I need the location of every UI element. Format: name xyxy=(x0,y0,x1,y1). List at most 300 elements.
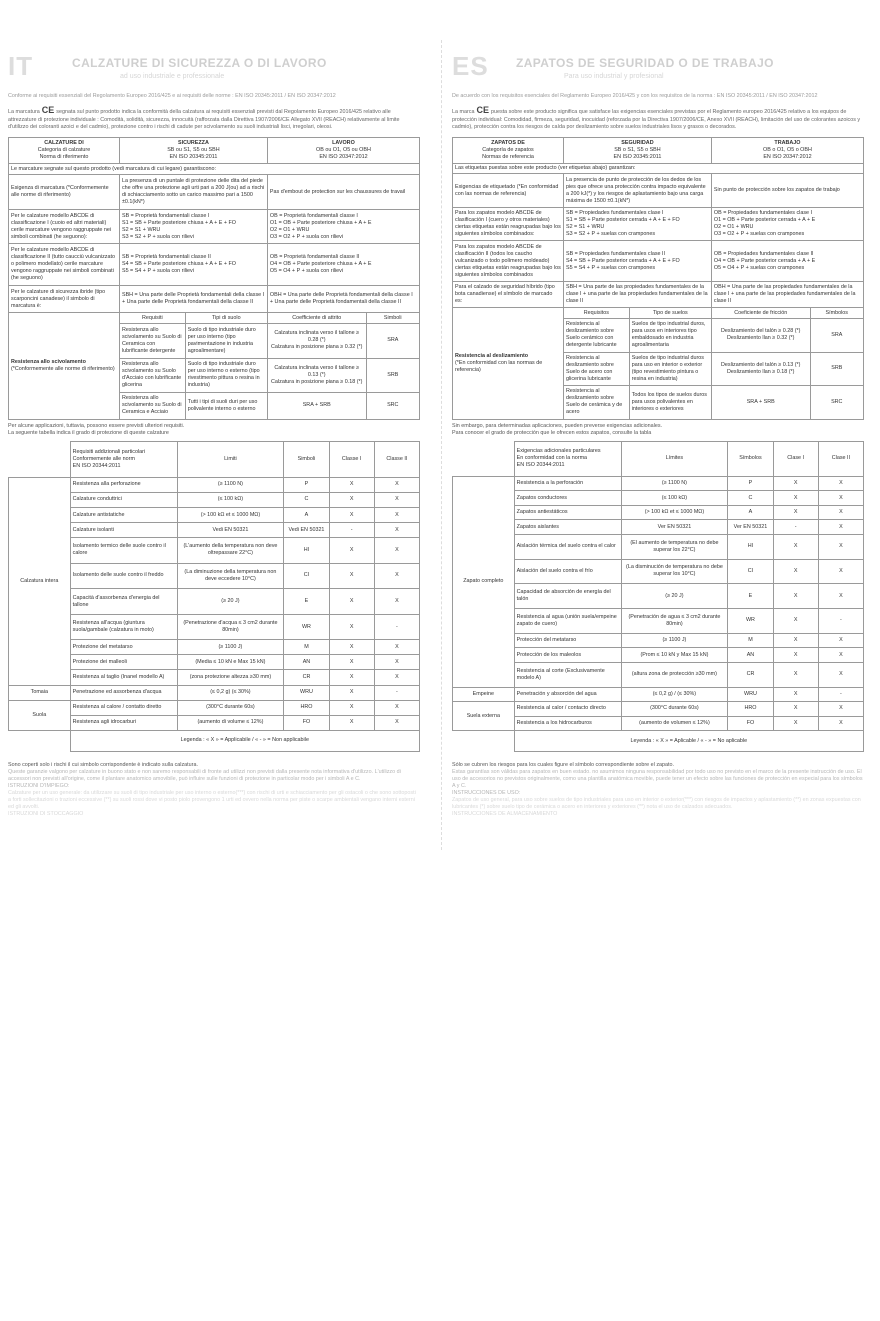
table-row xyxy=(453,241,864,282)
table-cell: Aislación del suelo contra el frío xyxy=(514,559,621,584)
table-cell: Resistenza alla perforazione xyxy=(70,477,177,492)
table-cell: C xyxy=(728,491,773,506)
table-cell: Aislación térmica del suelo contra el calor xyxy=(514,534,621,559)
table-header-row xyxy=(9,441,420,477)
table-cell: (La disminución de temperatura no debe superar los 10°C) xyxy=(621,559,728,584)
table-cell: (El aumento de temperatura no debe superar los 22°C) xyxy=(621,534,728,559)
table-cell: X xyxy=(818,505,863,520)
table-cell: X xyxy=(374,715,419,730)
table-cell: Penetración y absorción del agua xyxy=(514,687,621,702)
table-cell: X xyxy=(374,538,419,564)
table-row xyxy=(9,175,420,209)
it-intro-lead: La marcatura xyxy=(8,109,40,116)
table-cell: X xyxy=(329,614,374,640)
es-language-code: ES xyxy=(452,51,489,81)
table-cell: La presenza di un puntale di protezione delle dita del piede che offre una protezione agli urti pari a 200 J(ou) ad a rischi di schiacciamento sotto un carico massimo pari a 1500 ±0.1(kN*) xyxy=(119,175,267,209)
table-cell: X xyxy=(329,640,374,655)
table-cell: SRB xyxy=(810,352,863,385)
table-cell: X xyxy=(329,507,374,522)
table-cell: (≥ 1100 N) xyxy=(621,476,728,491)
table-cell: (≤ 0,2 g) / (≤ 30%) xyxy=(621,687,728,702)
table-cell: X xyxy=(374,640,419,655)
table-cell: Vedi EN 50321 xyxy=(284,523,329,538)
table-header-cell: Classe II xyxy=(374,441,419,477)
table-cell: Resistencia al corte (Exclusivamente modelo A) xyxy=(514,662,621,687)
table-cell: X xyxy=(374,492,419,507)
table-cell: E xyxy=(728,584,773,609)
table-legend-row xyxy=(9,730,420,751)
table-cell: (altura zona de protección ≥30 mm) xyxy=(621,662,728,687)
table-cell: OBH = Una parte delle Proprietà fondamentali della classe I + Una parte delle Proprietà fondamentali della classe II xyxy=(267,286,419,313)
table-row xyxy=(9,286,420,313)
table-cell: Todos los tipos de suelos duros para usos polivalentes en interiores o exteriores xyxy=(629,386,711,420)
table-row xyxy=(9,492,420,507)
table-cell: Resistencia al deslizamiento sobre Suelo de acero con glicerina lubricante xyxy=(563,352,629,385)
table-cell: X xyxy=(773,505,818,520)
table-cell: WRU xyxy=(284,685,329,700)
table-cell: Resistencia al deslizamiento sobre Suelo de cerámica y de acero xyxy=(563,386,629,420)
column-divider xyxy=(441,40,442,850)
table-cell: - xyxy=(374,685,419,700)
table-row xyxy=(453,687,864,702)
table-cell: SRA + SRB xyxy=(711,386,810,420)
table-cell: Ver EN 50321 xyxy=(621,520,728,535)
table-cell: AN xyxy=(728,648,773,663)
it-note-1: Per alcune applicazioni, tuttavia, possono essere previsti ulteriori requisiti. xyxy=(8,422,185,429)
table-header-cell: Classe I xyxy=(329,441,374,477)
table-row xyxy=(9,715,420,730)
table-header-cell: Clase I xyxy=(773,441,818,476)
it-footnote-1: Sono coperti solo i rischi il cui simbolo corrispondente è indicato sulla calzatura. xyxy=(8,761,198,768)
table-cell: HI xyxy=(284,538,329,564)
table-cell: Tutti i tipi di suoli duri per uso polivalente interno o esterno xyxy=(185,393,267,420)
table-cell: X xyxy=(374,589,419,615)
group-label: Calzatura intera xyxy=(9,477,71,685)
slip-resistance-label: Resistencia al deslizamiento (*En conformidad con las normas de referencia) xyxy=(453,308,564,419)
es-marking-table xyxy=(452,137,864,420)
table-cell: CR xyxy=(728,662,773,687)
table-cell: Resistenza al taglio (Inanel modello A) xyxy=(70,670,177,685)
table-cell: Para los zapatos modelo ABCDE de clasificación I (cuero y otros materiales) ciertas etiquetas están reagrupadas bajo los siguientes símbolos combinados: xyxy=(453,207,564,240)
table-header-row xyxy=(453,441,864,476)
es-footnote-2: Estas garantías son válidas para zapatos en buen estado. no asumimos ninguna responsabilidad por todo uso no previsto en el marco de la presente instrucción de uso. El uso de accesorios no previstos originalmente, como una plantilla anatómica movible, puede tener un efecto sobre las funciones de protección en especial para los símbolos A y C. xyxy=(452,768,863,789)
table-cell: SRA + SRB xyxy=(267,393,366,420)
table-cell: CI xyxy=(728,559,773,584)
table-cell: SRC xyxy=(810,386,863,420)
table-row xyxy=(9,614,420,640)
table-cell: (≤ 100 kΩ) xyxy=(177,492,284,507)
table-cell: A xyxy=(728,505,773,520)
table-cell: Resistenza allo scivolamento su Suolo di Ceramica con lubrificante detergente xyxy=(119,324,185,358)
table-empty-cell xyxy=(9,730,71,751)
it-storage-heading: ISTRUZIONI DI STOCCAGGIO xyxy=(8,810,84,817)
table-row xyxy=(9,477,420,492)
table-cell: X xyxy=(773,534,818,559)
table-cell: X xyxy=(773,476,818,491)
table-header-cell: Coeficiente de fricción xyxy=(711,308,810,319)
table-cell: X xyxy=(329,700,374,715)
table-header-cell: SEGURIDAD SB o S1, S5 o SBH EN ISO 20345:2011 xyxy=(563,137,711,163)
table-cell: Resistenza agli idrocarburi xyxy=(70,715,177,730)
table-header-cell: LAVORO OB ou O1, O5 ou OBH EN ISO 20347:2012 xyxy=(267,137,419,164)
table-legend: Leyenda : « X » = Aplicable / « - » = No aplicable xyxy=(514,731,863,751)
table-header-cell: Tipi di suolo xyxy=(185,313,267,324)
table-cell: X xyxy=(818,520,863,535)
table-cell: Vedi EN 50321 xyxy=(177,523,284,538)
table-cell: X xyxy=(329,715,374,730)
it-note-2: La seguente tabella indica il grado di protezione di queste calzature xyxy=(8,429,169,436)
table-cell: X xyxy=(818,648,863,663)
table-row xyxy=(453,716,864,731)
table-cell: Resistencia al calor / contacto directo xyxy=(514,702,621,717)
table-header-cell: TRABAJO OB o O1, O5 o OBH EN ISO 20347:2012 xyxy=(711,137,863,163)
table-row xyxy=(453,633,864,648)
table-cell: (aumento de volumen ≤ 12%) xyxy=(621,716,728,731)
table-row xyxy=(453,520,864,535)
table-cell: Deslizamiento del talón ≥ 0.28 (*) Deslizamiento llan ≥ 0.32 (*) xyxy=(711,319,810,352)
table-header-cell: Simboli xyxy=(366,313,419,324)
table-row xyxy=(9,538,420,564)
table-cell: X xyxy=(329,655,374,670)
table-row xyxy=(453,609,864,634)
table-cell: (L'aumento della temperatura non deve oltrepassare 22°C) xyxy=(177,538,284,564)
ce-mark-icon: CE xyxy=(41,105,55,116)
it-header xyxy=(8,50,420,90)
table-cell: - xyxy=(818,687,863,702)
table-row xyxy=(9,685,420,700)
table-cell: X xyxy=(773,662,818,687)
es-note-1: Sin embargo, para determinadas aplicaciones, pueden preverse exigencias adicionales. xyxy=(452,422,663,429)
table-cell: X xyxy=(773,491,818,506)
table-cell: X xyxy=(773,702,818,717)
table-cell: X xyxy=(374,523,419,538)
table-cell: SB = Proprietà fondamentali classe I S1 = SB + Parte posteriore chiusa + A + E + FO S2 = S1 + WRU S3 = S2 + P + suola con rilievi xyxy=(119,209,267,243)
table-row xyxy=(9,589,420,615)
table-cell: X xyxy=(329,589,374,615)
table-cell: Pas d'embout de protection sur les chaussures de travail xyxy=(267,175,419,209)
table-cell: SRB xyxy=(366,358,419,392)
table-cell: (Penetrazione d'acqua ≤ 3 cm2 durante 80min) xyxy=(177,614,284,640)
table-header-row xyxy=(453,137,864,163)
table-cell: FO xyxy=(284,715,329,730)
table-row xyxy=(453,476,864,491)
table-row xyxy=(453,174,864,207)
table-header-cell: CALZATURE DI Categoria di calzature Norma di riferimento xyxy=(9,137,120,164)
table-cell: X xyxy=(773,609,818,634)
table-cell: (≥ 20 J) xyxy=(621,584,728,609)
table-cell: X xyxy=(773,559,818,584)
table-header-cell: Requisiti addizionali particolari Conformemente alle norm EN ISO 20344:2011 xyxy=(70,441,177,477)
table-header-cell: Requisitos xyxy=(563,308,629,319)
table-cell: Protezione del metatarso xyxy=(70,640,177,655)
table-cell: - xyxy=(374,614,419,640)
table-cell: Per le calzature di sicurezza ibride (tipo scarponcini canadese) il simbolo di marcatura è: xyxy=(9,286,120,313)
table-cell: La presencia de punto de protección de los dedos de los pies que ofrece una protección contra impacto equivalente a 200 kJ(*) y los riesgos de aplastamiento bajo una carga máxima de 1500 ±0.1(kN*) xyxy=(563,174,711,207)
table-cell: E xyxy=(284,589,329,615)
table-cell: X xyxy=(818,633,863,648)
table-cell: Calzatura inclinata verso il tallone ≥ 0.28 (*) Calzatura in posizione piana ≥ 0.32 (*) xyxy=(267,324,366,358)
table-cell: X xyxy=(773,648,818,663)
table-cell: Penetrazione ed assorbenza d'acqua xyxy=(70,685,177,700)
table-row xyxy=(9,313,420,324)
table-cell: CI xyxy=(284,563,329,589)
it-intro-paragraph xyxy=(8,105,420,131)
slip-resistance-label: Resistenza allo scivolamento (*Conformemente alle norme di riferimento) xyxy=(9,313,120,420)
table-cell: Calzature antistatiche xyxy=(70,507,177,522)
table-cell: Deslizamiento del talón ≥ 0.13 (*) Deslizamiento llan ≥ 0.18 (*) xyxy=(711,352,810,385)
table-cell: X xyxy=(374,670,419,685)
table-cell: SBH = Una parte delle Proprietà fondamentali della classe I + Una parte delle Proprietà fondamentali della classe II xyxy=(119,286,267,313)
table-row xyxy=(453,702,864,717)
it-title: CALZATURE DI SICUREZZA O DI LAVORO xyxy=(72,56,327,70)
table-header-cell: Coefficiente di attrito xyxy=(267,313,366,324)
es-subtitle: Para uso industrial y profesional xyxy=(564,73,664,80)
group-label: Tomaia xyxy=(9,685,71,700)
table-cell: Capacità d'assorbenza d'energia del tallone xyxy=(70,589,177,615)
table-cell: (≥ 1100 J) xyxy=(177,640,284,655)
table-row xyxy=(9,563,420,589)
table-cell: FO xyxy=(728,716,773,731)
table-cell: Protección de los maleolos xyxy=(514,648,621,663)
table-cell: OB = Proprietà fondamentali classe II O4 = OB + Parte posteriore chiusa + A + E O5 = O4 + P + suola con rilievi xyxy=(267,244,419,286)
table-cell: C xyxy=(284,492,329,507)
table-cell: (> 100 kΩ et ≤ 1000 MΩ) xyxy=(621,505,728,520)
table-cell: M xyxy=(284,640,329,655)
table-cell: X xyxy=(374,507,419,522)
table-cell: Isolamento termico delle suole contro il calore xyxy=(70,538,177,564)
table-cell: X xyxy=(818,662,863,687)
table-cell: Resistenza all'acqua (giuntura suola/gambale (calzatura in moto) xyxy=(70,614,177,640)
es-header xyxy=(452,50,864,90)
table-cell: Isolamento delle suole contro il freddo xyxy=(70,563,177,589)
table-row xyxy=(9,209,420,243)
table-cell: SBH = Una parte de las propiedades fundamentales de la clase I + una parte de las propiedades fundamentales de la clase II xyxy=(563,282,711,308)
table-cell: X xyxy=(773,633,818,648)
table-cell: SRA xyxy=(810,319,863,352)
table-header-cell: Clase II xyxy=(818,441,863,476)
table-row xyxy=(453,534,864,559)
table-cell: X xyxy=(329,538,374,564)
table-row xyxy=(453,584,864,609)
table-empty-cell xyxy=(9,441,71,477)
table-cell: Zapatos antiestáticos xyxy=(514,505,621,520)
table-cell: (≤ 100 kΩ) xyxy=(621,491,728,506)
table-header-cell: SICUREZZA SB ou S1, S5 ou SBH EN ISO 20345:2011 xyxy=(119,137,267,164)
table-cell: Zapatos aislantes xyxy=(514,520,621,535)
table-row xyxy=(9,523,420,538)
table-cell: HRO xyxy=(284,700,329,715)
it-usage-heading: ISTRUZIONI D'IMPIEGO: xyxy=(8,782,70,789)
table-cell: X xyxy=(329,563,374,589)
table-cell: (≥ 20 J) xyxy=(177,589,284,615)
es-footnote-1: Sólo se cubren los riesgos para los cuales figure el símbolo correspondiente sobre el zapato. xyxy=(452,761,675,768)
table-cell: WR xyxy=(728,609,773,634)
table-cell: Protección del metatarso xyxy=(514,633,621,648)
it-footnote-2: Queste garanzie valgono per calzature in buono stato e non saremo responsabili di fronte ad utilizzi non previsti dalla presente nota informativa d'utilizzo. L'utilizzo di accessori non previsti all'origine, come il plantare anatomico amovibile, può influire sulle funzioni di protezione in particolar modo per i simboli A e C. xyxy=(8,768,401,782)
table-header-cell: Exigencias adicionales particulares En conformidad con la norma EN ISO 20344:2011 xyxy=(514,441,621,476)
table-cell: Suelos de tipo industrial duros, para usos en interiores tipo embaldosado en industria agroalimentaria xyxy=(629,319,711,352)
table-cell: Resistencia al agua (unión suela/empeine zapato de cuero) xyxy=(514,609,621,634)
es-requirements-table xyxy=(452,441,864,752)
table-cell: AN xyxy=(284,655,329,670)
table-cell: Calzatura inclinata verso il tallone ≥ 0.13 (*) Calzatura in posizione piana ≥ 0.18 (*) xyxy=(267,358,366,392)
table-cell: WRU xyxy=(728,687,773,702)
table-cell: Para el calzado de seguridad híbrido (tipo bota canadiense) el símbolo de marcado es: xyxy=(453,282,564,308)
table-cell: Exigencias de etiquetado (*En conformidad con las normas de referencia) xyxy=(453,174,564,207)
table-cell: P xyxy=(284,477,329,492)
table-cell: Calzature isolanti xyxy=(70,523,177,538)
table-cell: Sin punto de protección sobre los zapatos de trabajo xyxy=(711,174,863,207)
table-cell: CR xyxy=(284,670,329,685)
table-cell: P xyxy=(728,476,773,491)
table-empty-cell xyxy=(453,731,515,751)
table-legend-row xyxy=(453,731,864,751)
table-row xyxy=(453,308,864,319)
table-cell: X xyxy=(818,584,863,609)
table-row xyxy=(9,164,420,175)
table-cell: Esigenza di marcatura (*Conformemente alle norme di riferimento) xyxy=(9,175,120,209)
table-row xyxy=(9,244,420,286)
table-cell: Per le calzature modello ABCDE di classificazione II (tutto caucciù vulcanizzato o polimero modellato) cerile marcature vengono raggruppate nei simboli combinati (he seguono) xyxy=(9,244,120,286)
table-cell: Suelos de tipo industrial duros para uso en interior o exterior (tipo revestimiento pintura o resina en industria) xyxy=(629,352,711,385)
table-cell: X xyxy=(329,477,374,492)
table-cell: Resistenza allo scivolamento su Suolo d'Acciaio con lubrificante glicerina xyxy=(119,358,185,392)
table-row xyxy=(453,163,864,174)
table-cell: X xyxy=(374,563,419,589)
table-cell: - xyxy=(329,523,374,538)
table-cell: SRC xyxy=(366,393,419,420)
table-cell: Per le calzature modello ABCDE di classificazione I (cuoio ed altri materiali) cerile marcature vengono raggruppate nei simboli combinati (he seguono): xyxy=(9,209,120,243)
table-cell: X xyxy=(773,716,818,731)
es-intro-lead: La marca xyxy=(452,109,475,116)
es-usage-text: Zapatos de uso general, para uso sobre suelos de tipo industriales para uso en interior o exterior(***) con riesgos de impactos y aplastamiento (**) en zonas expuestas con lubricantes (*) sobre suelo tipo de cerámica o acero en interiores y exteriores (**) nota el uso de calzados adecuados. xyxy=(452,796,861,810)
table-header-cell: ZAPATOS DE Categoría de zapatos Normas de referencia xyxy=(453,137,564,163)
es-intro-line: De acuerdo con los requisitos esenciales del Reglamento Europeo 2016/425 y con los requisitos de la norma : EN ISO 20345:2011 / EN ISO 20347:2012 xyxy=(452,93,818,99)
it-language-code: IT xyxy=(8,51,34,81)
table-cell: Ver EN 50321 xyxy=(728,520,773,535)
table-row xyxy=(453,207,864,240)
table-cell: OB = Proprietà fondamentali classe I O1 = OB + Parte posteriore chiusa + A + E O2 = O1 + WRU O3 = O2 + P + suola con rilievi xyxy=(267,209,419,243)
it-intro-line: Conforme ai requisiti essenziali del Regolamento Europeo 2016/425 e ai requisiti delle norme : EN ISO 20345:2011 / EN ISO 20347:2012 xyxy=(8,93,336,99)
table-cell: (≤ 0,2 g) (≤ 30%) xyxy=(177,685,284,700)
table-row xyxy=(453,662,864,687)
table-cell: (≥ 1100 J) xyxy=(621,633,728,648)
table-cell: - xyxy=(818,609,863,634)
table-cell: X xyxy=(818,559,863,584)
table-header-cell: Simboli xyxy=(284,441,329,477)
table-cell: X xyxy=(329,492,374,507)
table-cell: Suolo di tipo industriale duro per uso interno o esterno (tipo rivestimento pittura o resina in industria) xyxy=(185,358,267,392)
it-requirements-table xyxy=(8,441,420,752)
table-cell: Protezione dei malleoli xyxy=(70,655,177,670)
es-usage-heading: INSTRUCCIONES DE USO: xyxy=(452,789,521,796)
table-header-cell: Símbolos xyxy=(810,308,863,319)
table-header-cell: Tipo de suelos xyxy=(629,308,711,319)
table-cell: X xyxy=(773,584,818,609)
table-cell: A xyxy=(284,507,329,522)
table-row xyxy=(453,491,864,506)
table-row xyxy=(453,505,864,520)
table-row xyxy=(9,670,420,685)
group-label: Suela externa xyxy=(453,702,515,731)
table-cell: (Penetración de agua ≤ 3 cm2 durante 80min) xyxy=(621,609,728,634)
table-row xyxy=(453,559,864,584)
table-cell: - xyxy=(773,520,818,535)
table-cell: X xyxy=(773,687,818,702)
group-label: Empeine xyxy=(453,687,515,702)
table-cell: Resistenza allo scivolamento su Suolo di Ceramica e Acciaio xyxy=(119,393,185,420)
table-cell: X xyxy=(818,702,863,717)
table-cell: X xyxy=(818,491,863,506)
table-cell: (Prom ≤ 10 kN y Max 15 kN) xyxy=(621,648,728,663)
ce-mark-icon: CE xyxy=(476,105,489,116)
table-cell: X xyxy=(818,534,863,559)
table-cell: Calzature conduttrici xyxy=(70,492,177,507)
table-cell: (> 100 kΩ et ≤ 1000 MΩ) xyxy=(177,507,284,522)
table-header-cell: Símbolos xyxy=(728,441,773,476)
group-label: Zapato completo xyxy=(453,476,515,687)
table-cell: X xyxy=(818,476,863,491)
table-cell: Para los zapatos modelo ABCDE de clasificación II (todos los caucho vulcanizado o todo polímero moldeado) ciertas etiquetas están reagrupadas bajo los siguientes símbolos combinados xyxy=(453,241,564,282)
italian-column xyxy=(8,50,420,818)
table-header-cell: Requisiti xyxy=(119,313,185,324)
table-span-cell: Le marcature segnate sul questo prodotto (vedi marcatura di cui legare) garantiscono: xyxy=(9,164,420,175)
table-cell: (zona protezione altezza ≥30 mm) xyxy=(177,670,284,685)
table-cell: Resistencia al deslizamiento sobre Suelo cerámico con detergente lubricante xyxy=(563,319,629,352)
it-subtitle: ad uso industriale e professionale xyxy=(120,73,225,80)
table-cell: WR xyxy=(284,614,329,640)
es-note-2: Para conocer el grado de protección que le ofrecen estos zapatos, consulte la tabla xyxy=(452,429,652,436)
table-cell: (≥ 1100 N) xyxy=(177,477,284,492)
table-cell: OB = Propiedades fundamentales clase I O1 = OB + Parte posterior cerrada + A + E O2 = O1 + WRU O3 = O2 + P + suelas con crampones xyxy=(711,207,863,240)
table-cell: (Media ≤ 10 kN e Max 15 kN) xyxy=(177,655,284,670)
it-marking-table xyxy=(8,137,420,420)
table-header-cell: Limiti xyxy=(177,441,284,477)
table-cell: Resistencia a los hidrocarburos xyxy=(514,716,621,731)
table-empty-cell xyxy=(453,441,515,476)
table-row xyxy=(453,648,864,663)
es-title: ZAPATOS DE SEGURIDAD O DE TRABAJO xyxy=(516,56,774,70)
table-cell: (300°C durante 60s) xyxy=(177,700,284,715)
table-cell: OBH = Una parte de las propiedades fundamentales de la clase I + una parte de las propiedades fundamentales de la clase II xyxy=(711,282,863,308)
table-row xyxy=(9,640,420,655)
table-cell: SB = Propiedades fundamentales clase II S4 = SB + Parte posterior cerrada + A + E + FO S5 = S4 + P + suelas con crampones xyxy=(563,241,711,282)
table-cell: OB = Propiedades fundamentales clase II O4 = OB + Parte posterior cerrada + A + E O5 = O4 + P + suelas con crampones xyxy=(711,241,863,282)
table-cell: Capacidad de absorción de energía del talón xyxy=(514,584,621,609)
es-intro-paragraph xyxy=(452,105,864,131)
table-row xyxy=(9,700,420,715)
table-cell: (300°C durante 60s) xyxy=(621,702,728,717)
group-label: Suola xyxy=(9,700,71,730)
table-cell: HI xyxy=(728,534,773,559)
table-cell: M xyxy=(728,633,773,648)
table-cell: (aumento di volume ≤ 12%) xyxy=(177,715,284,730)
table-cell: X xyxy=(374,700,419,715)
table-row xyxy=(9,655,420,670)
spanish-column xyxy=(452,50,864,818)
table-cell: Resistenza al calore / contatto diretto xyxy=(70,700,177,715)
table-span-cell: Las etiquetas puestas sobre este producto (ver etiquetas abajo) garantizan: xyxy=(453,163,864,174)
table-cell: SRA xyxy=(366,324,419,358)
table-cell: SB = Propiedades fundamentales clase I S1 = SB + Parte posterior cerrada + A + E + FO S2 = S1 + WRU S3 = S2 + P + suelas con crampones xyxy=(563,207,711,240)
table-cell: Resistencia a la perforación xyxy=(514,476,621,491)
table-cell: Zapatos conductores xyxy=(514,491,621,506)
table-cell: X xyxy=(374,655,419,670)
table-cell: (La diminuzione della temperatura non deve eccedere 10°C) xyxy=(177,563,284,589)
table-cell: X xyxy=(374,477,419,492)
table-row xyxy=(453,282,864,308)
table-cell: HRO xyxy=(728,702,773,717)
